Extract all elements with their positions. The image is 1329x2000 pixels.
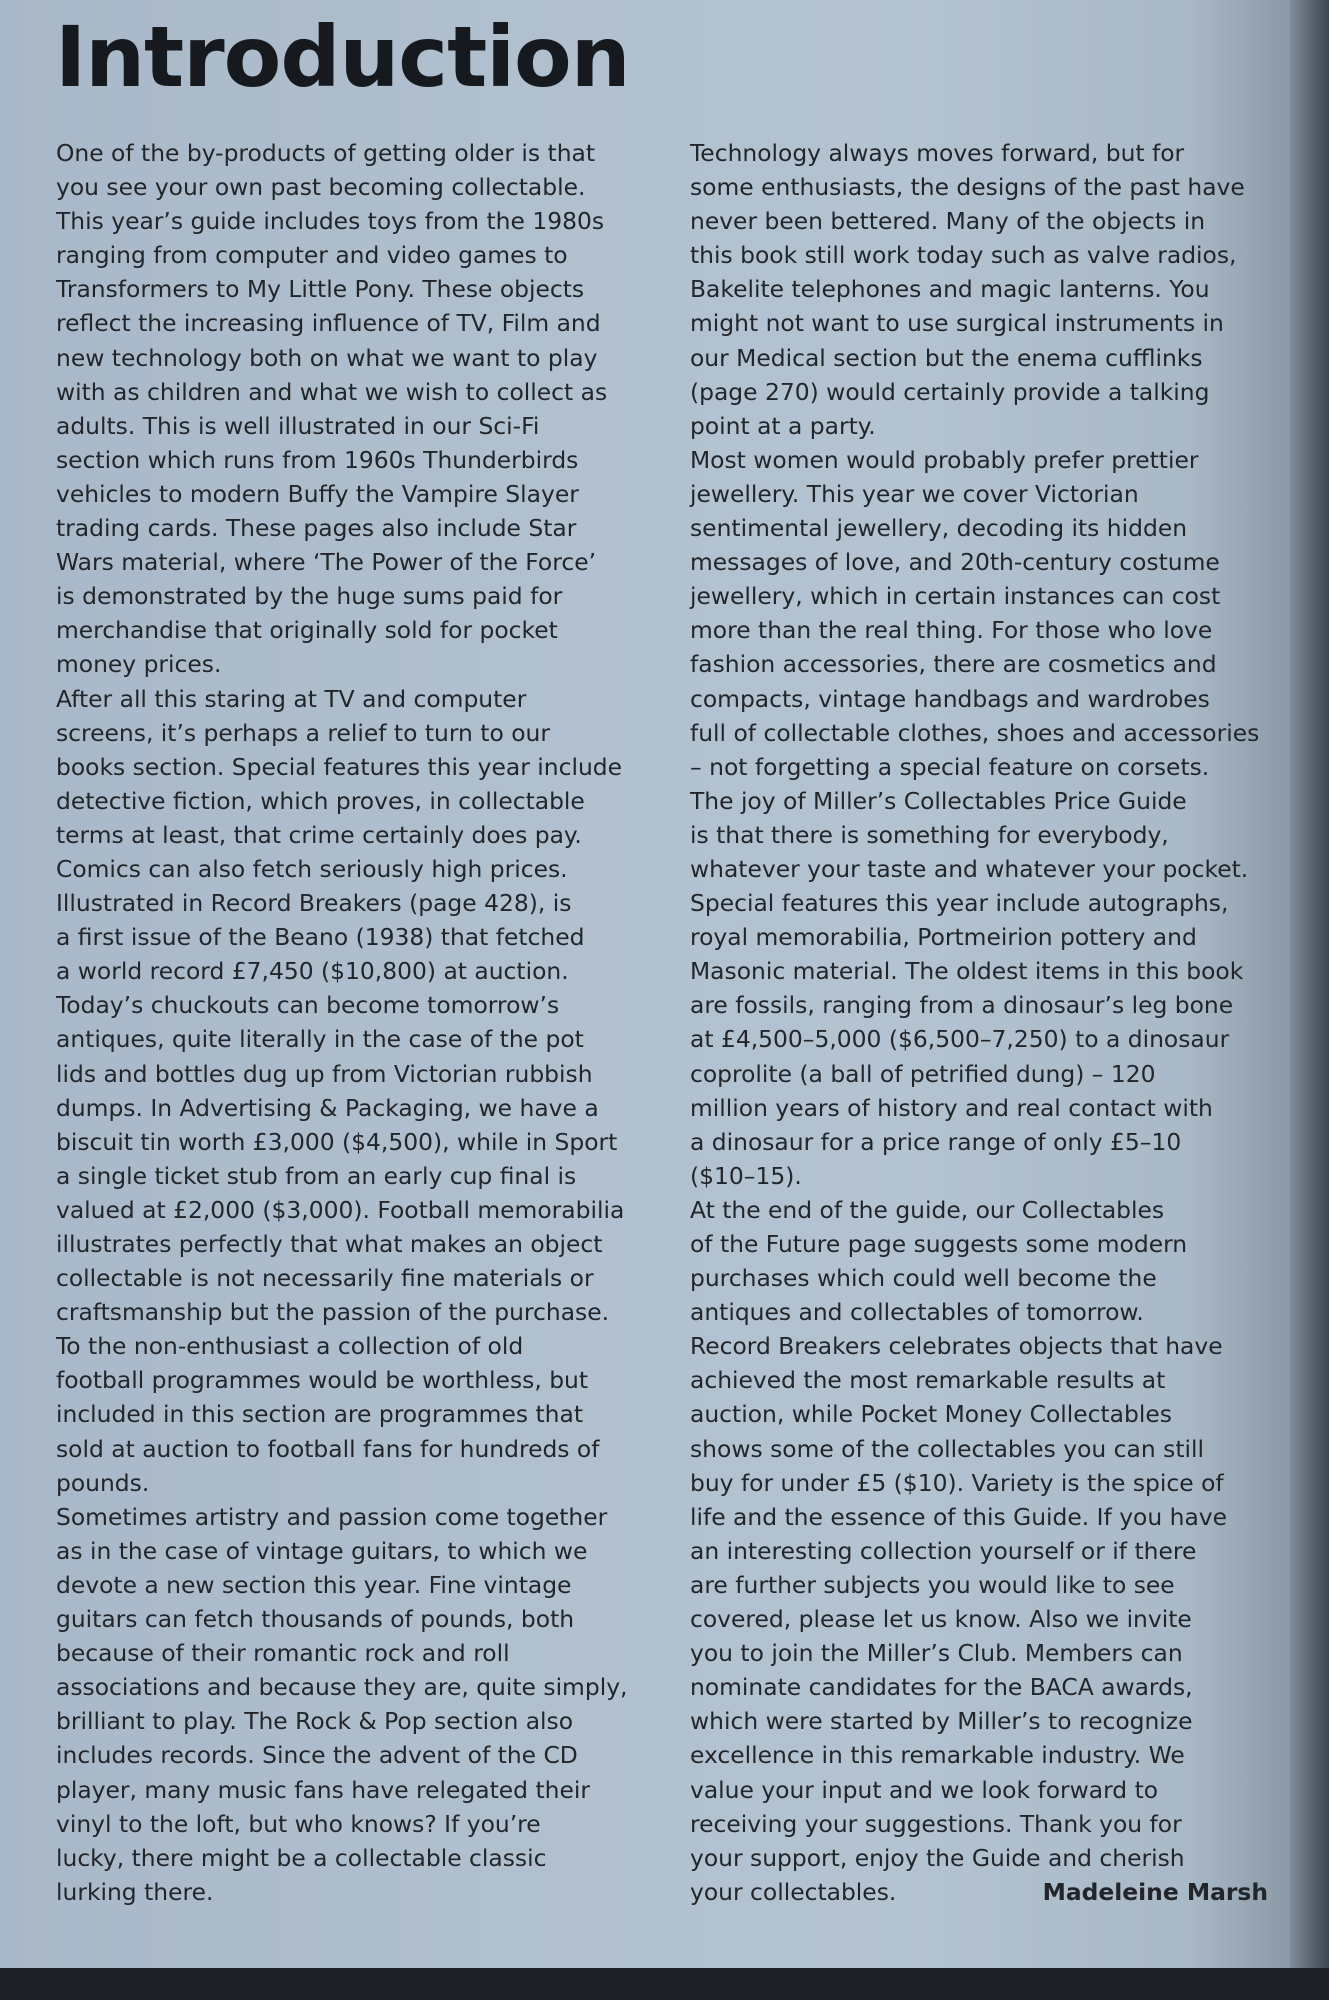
text-line: our Medical section but the enema cufflinks bbox=[690, 343, 1203, 372]
text-line: at £4,500–5,000 ($6,500–7,250) to a dinosaur bbox=[690, 1025, 1230, 1054]
book-shadow bbox=[0, 1968, 1329, 2000]
text-line: excellence in this remarkable industry. We bbox=[690, 1741, 1185, 1770]
text-line: covered, please let us know. Also we invite bbox=[690, 1605, 1192, 1634]
text-line: sentimental jewellery, decoding its hidden bbox=[690, 514, 1188, 543]
text-line: money prices. bbox=[56, 650, 222, 679]
text-line: million years of history and real contact with bbox=[690, 1093, 1213, 1122]
text-line: you to join the Miller’s Club. Members can bbox=[690, 1639, 1183, 1668]
text-line: your support, enjoy the Guide and cherish bbox=[690, 1843, 1185, 1872]
text-line: At the end of the guide, our Collectables bbox=[690, 1195, 1165, 1224]
text-line: is that there is something for everybody, bbox=[690, 820, 1169, 849]
text-line: adults. This is well illustrated in our Sci-Fi bbox=[56, 411, 540, 440]
text-line: Transformers to My Little Pony. These objects bbox=[56, 275, 585, 304]
text-line: ranging from computer and video games to bbox=[56, 241, 568, 270]
text-line: – not forgetting a special feature on corsets. bbox=[690, 752, 1210, 781]
text-line: Special features this year include autographs, bbox=[690, 889, 1229, 918]
text-line: value your input and we look forward to bbox=[690, 1775, 1159, 1804]
text-line: a single ticket stub from an early cup final is bbox=[56, 1161, 577, 1190]
text-line: are fossils, ranging from a dinosaur’s leg bone bbox=[690, 991, 1234, 1020]
text-line: point at a party. bbox=[690, 411, 876, 440]
text-line: you see your own past becoming collectable. bbox=[56, 173, 586, 202]
text-line: football programmes would be worthless, but bbox=[56, 1366, 589, 1395]
text-line: brilliant to play. The Rock & Pop section also bbox=[56, 1707, 574, 1736]
text-line: lids and bottles dug up from Victorian rubbish bbox=[56, 1059, 593, 1088]
text-line: a first issue of the Beano (1938) that fetched bbox=[56, 923, 585, 952]
text-line: purchases which could well become the bbox=[690, 1264, 1157, 1293]
text-line: illustrates perfectly that what makes an object bbox=[56, 1230, 603, 1258]
author-signature: Madeleine Marsh bbox=[1042, 1877, 1268, 1906]
text-line: associations and because they are, quite simply, bbox=[56, 1673, 628, 1702]
text-line: This year’s guide includes toys from the 1980s bbox=[56, 207, 605, 236]
text-line: because of their romantic rock and roll bbox=[56, 1639, 510, 1668]
text-line: new technology both on what we want to play bbox=[56, 343, 598, 372]
text-line: antiques, quite literally in the case of the pot bbox=[56, 1025, 584, 1054]
text-line: section which runs from 1960s Thunderbirds bbox=[56, 445, 579, 474]
text-line: compacts, vintage handbags and wardrobes bbox=[690, 684, 1210, 713]
text-line: might not want to use surgical instruments in bbox=[690, 309, 1224, 338]
text-line: devote a new section this year. Fine vintage bbox=[56, 1570, 572, 1599]
text-line: as in the case of vintage guitars, to which we bbox=[56, 1536, 588, 1565]
page-edge bbox=[1290, 0, 1329, 1968]
text-line: dumps. In Advertising & Packaging, we have a bbox=[56, 1093, 599, 1122]
text-line: is demonstrated by the huge sums paid for bbox=[56, 582, 563, 611]
text-line: To the non-enthusiast a collection of old bbox=[56, 1332, 524, 1361]
text-line: Wars material, where ‘The Power of the Force’ bbox=[56, 548, 597, 577]
text-line: Comics can also fetch seriously high prices. bbox=[56, 854, 568, 883]
text-line: a dinosaur for a price range of only £5–10 bbox=[690, 1127, 1182, 1156]
text-line: auction, while Pocket Money Collectables bbox=[690, 1400, 1172, 1429]
text-line: this book still work today such as valve radios, bbox=[690, 241, 1237, 270]
text-line: which were started by Miller’s to recognize bbox=[690, 1707, 1193, 1736]
text-line: screens, it’s perhaps a relief to turn to our bbox=[56, 718, 550, 747]
text-line: reflect the increasing influence of TV, Film and bbox=[56, 309, 601, 338]
text-line: royal memorabilia, Portmeirion pottery and bbox=[690, 923, 1197, 952]
text-line: Today’s chuckouts can become tomorrow’s bbox=[56, 991, 560, 1020]
text-line: coprolite (a ball of petrified dung) – 120 bbox=[690, 1059, 1156, 1088]
right-column bbox=[690, 136, 1280, 1909]
text-line: merchandise that originally sold for pocket bbox=[56, 616, 558, 645]
text-line: After all this staring at TV and computer bbox=[56, 684, 527, 713]
text-line: trading cards. These pages also include Star bbox=[56, 514, 577, 543]
text-line: Most women would probably prefer prettier bbox=[690, 445, 1199, 474]
text-line: some enthusiasts, the designs of the past have bbox=[690, 173, 1245, 202]
text-line: antiques and collectables of tomorrow. bbox=[690, 1298, 1144, 1327]
text-line: One of the by-products of getting older is that bbox=[56, 139, 596, 167]
text-line: vinyl to the loft, but who knows? If you’re bbox=[56, 1809, 541, 1838]
text-line: jewellery. This year we cover Victorian bbox=[690, 479, 1139, 508]
text-line: never been bettered. Many of the objects in bbox=[690, 207, 1206, 236]
text-line: nominate candidates for the BACA awards, bbox=[690, 1673, 1193, 1702]
text-line: are further subjects you would like to see bbox=[690, 1570, 1175, 1599]
text-line: detective fiction, which proves, in collectable bbox=[56, 786, 585, 815]
text-line: player, many music fans have relegated their bbox=[56, 1775, 590, 1804]
text-line: books section. Special features this year include bbox=[56, 752, 623, 781]
text-line: Sometimes artistry and passion come together bbox=[56, 1502, 608, 1531]
text-line: with as children and what we wish to collect as bbox=[56, 377, 608, 406]
text-line: Technology always moves forward, but for bbox=[690, 139, 1185, 167]
text-line: receiving your suggestions. Thank you for bbox=[690, 1809, 1182, 1838]
text-line: craftsmanship but the passion of the purchase. bbox=[56, 1298, 610, 1327]
text-line: lucky, there might be a collectable classic bbox=[56, 1843, 547, 1872]
text-line: jewellery, which in certain instances can cost bbox=[690, 582, 1221, 611]
text-line: included in this section are programmes that bbox=[56, 1400, 583, 1429]
text-line: biscuit tin worth £3,000 ($4,500), while in Sport bbox=[56, 1127, 618, 1156]
text-line: vehicles to modern Buffy the Vampire Slayer bbox=[56, 479, 579, 508]
text-line: fashion accessories, there are cosmetics and bbox=[690, 650, 1217, 679]
text-line: of the Future page suggests some modern bbox=[690, 1230, 1188, 1258]
text-line: The joy of Miller’s Collectables Price Guide bbox=[690, 786, 1187, 815]
text-line: full of collectable clothes, shoes and accessories bbox=[690, 718, 1260, 747]
text-line: valued at £2,000 ($3,000). Football memorabilia bbox=[56, 1195, 625, 1224]
text-line: Bakelite telephones and magic lanterns. You bbox=[690, 275, 1210, 304]
text-line: pounds. bbox=[56, 1468, 150, 1497]
text-line: life and the essence of this Guide. If you have bbox=[690, 1502, 1228, 1531]
text-line: buy for under £5 ($10). Variety is the spice of bbox=[690, 1468, 1224, 1497]
text-line: lurking there. bbox=[56, 1877, 214, 1906]
text-line: ($10–15). bbox=[690, 1161, 802, 1190]
text-line: whatever your taste and whatever your pocket. bbox=[690, 854, 1249, 883]
text-line: an interesting collection yourself or if there bbox=[690, 1536, 1197, 1565]
text-line: more than the real thing. For those who love bbox=[690, 616, 1213, 645]
text-line: a world record £7,450 ($10,800) at auction. bbox=[56, 957, 569, 986]
text-line: includes records. Since the advent of the CD bbox=[56, 1741, 578, 1770]
text-line: messages of love, and 20th-century costume bbox=[690, 548, 1220, 577]
page-title: Introduction bbox=[55, 8, 630, 106]
left-column bbox=[56, 136, 666, 1909]
text-line: shows some of the collectables you can still bbox=[690, 1434, 1204, 1463]
text-line: achieved the most remarkable results at bbox=[690, 1366, 1166, 1395]
text-line: Masonic material. The oldest items in this book bbox=[690, 957, 1244, 986]
text-line: sold at auction to football fans for hundreds of bbox=[56, 1434, 600, 1463]
text-line: (page 270) would certainly provide a talking bbox=[690, 377, 1210, 406]
text-line: guitars can fetch thousands of pounds, both bbox=[56, 1605, 575, 1634]
text-line: terms at least, that crime certainly does pay. bbox=[56, 820, 582, 849]
text-line: Record Breakers celebrates objects that have bbox=[690, 1332, 1223, 1361]
text-line: Illustrated in Record Breakers (page 428), is bbox=[56, 889, 572, 918]
text-line: collectable is not necessarily fine materials or bbox=[56, 1264, 594, 1293]
text-line: your collectables. bbox=[690, 1877, 897, 1906]
